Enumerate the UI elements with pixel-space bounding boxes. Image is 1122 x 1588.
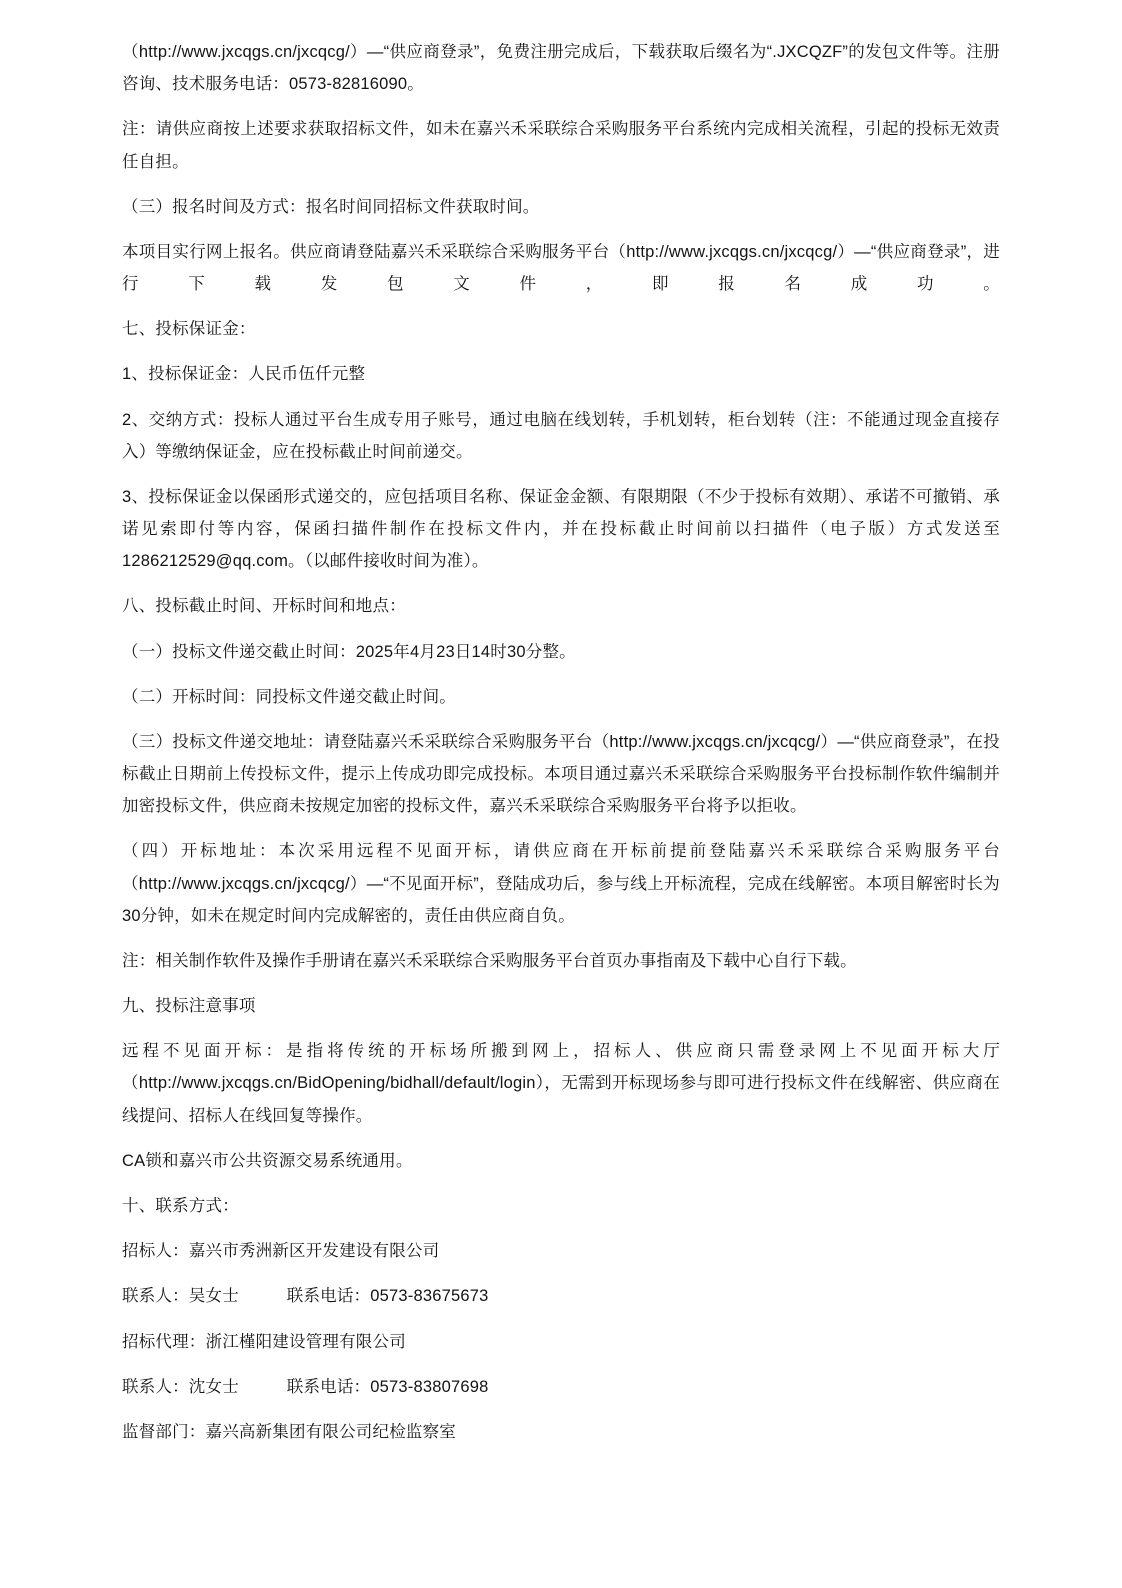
paragraph-submission-address: （三）投标文件递交地址：请登陆嘉兴禾采联综合采购服务平台（http://www.jxcqgs.cn/jxcqcg/）—“供应商登录”，在投标截止日期前上传投标文件，提示上传成功即完成投标。本项目通过嘉兴禾采联综合采购服务平台投标制作软件编制并加密投标文件，供应商未按规定加密的投标文件，嘉兴禾采联综合采购服务平台将予以拒收。 [122,732,1000,816]
paragraph-supervision-department: 监督部门：嘉兴高新集团有限公司纪检监察室 [122,1422,456,1441]
paragraph-tenderer: 招标人：嘉兴市秀洲新区开发建设有限公司 [122,1242,440,1261]
paragraph-bid-bond-amount: 1、投标保证金：人民币伍仟元整 [122,365,366,384]
paragraph-bid-bond-payment: 2、交纳方式：投标人通过平台生成专用子账号，通过电脑在线划转，手机划转，柜台划转（注：不能通过现金直接存入）等缴纳保证金，应在投标截止时间前递交。 [122,410,1000,461]
heading-section-8: 八、投标截止时间、开标时间和地点： [122,597,406,616]
paragraph-bid-bond-guarantee-letter: 3、投标保证金以保函形式递交的，应包括项目名称、保证金金额、有限期限（不少于投标有效期）、承诺不可撤销、承诺见索即付等内容，保函扫描件制作在投标文件内，并在投标截止时间前以扫描件（电子版）方式发送至 1286212529@qq.com。（以邮件接收时间为准）。 [122,487,1005,571]
paragraph-online-signup: 本项目实行网上报名。供应商请登陆嘉兴禾采联综合采购服务平台（http://www.jxcqgs.cn/jxcqcg/）—“供应商登录”，进行下载发包文件，即报名成功。 [122,242,1000,294]
paragraph-supplier-login-register: （http://www.jxcqgs.cn/jxcqcg/）—“供应商登录”，免费注册完成后，下载获取后缀名为“.JXCQZF”的发包文件等。注册咨询、技术服务电话：0573-82816090。 [122,43,1000,94]
paragraph-ca-lock: CA锁和嘉兴市公共资源交易系统通用。 [122,1151,413,1170]
heading-section-10: 十、联系方式： [122,1196,239,1215]
paragraph-contact-tenderer: 联系人：吴女士 联系电话：0573-83675673 [122,1287,489,1306]
paragraph-remote-opening-definition: 远程不见面开标：是指将传统的开标场所搬到网上，招标人、供应商只需登录网上不见面开标大厅（http://www.jxcqgs.cn/BidOpening/bidhall/default/login），无需到开标现场参与即可进行投标文件在线解密、供应商在线提问、招标人在线回复等操作。 [122,1042,1000,1125]
paragraph-note-obtain-docs: 注：请供应商按上述要求获取招标文件，如未在嘉兴禾采联综合采购服务平台系统内完成相关流程，引起的投标无效责任自担。 [122,120,1000,171]
paragraph-agent: 招标代理：浙江槿阳建设管理有限公司 [122,1332,406,1351]
paragraph-contact-agent: 联系人：沈女士 联系电话：0573-83807698 [122,1377,489,1396]
paragraph-signup-time-method: （三）报名时间及方式：报名时间同招标文件获取时间。 [122,197,540,216]
paragraph-opening-address: （四）开标地址：本次采用远程不见面开标，请供应商在开标前提前登陆嘉兴禾采联综合采购服务平台（http://www.jxcqgs.cn/jxcqcg/）—“不见面开标”，登陆成功后，参与线上开标流程，完成在线解密。本项目解密时长为30分钟，如未在规定时间内完成解密的，责任由供应商自负。 [122,842,1000,925]
heading-section-9: 九、投标注意事项 [122,997,256,1016]
paragraph-note-software-manual: 注：相关制作软件及操作手册请在嘉兴禾采联综合采购服务平台首页办事指南及下载中心自行下载。 [122,951,857,970]
paragraph-opening-time: （二）开标时间：同投标文件递交截止时间。 [122,687,456,706]
heading-section-7: 七、投标保证金： [122,320,256,339]
paragraph-bid-deadline: （一）投标文件递交截止时间：2025年4月23日14时30分整。 [122,642,576,661]
